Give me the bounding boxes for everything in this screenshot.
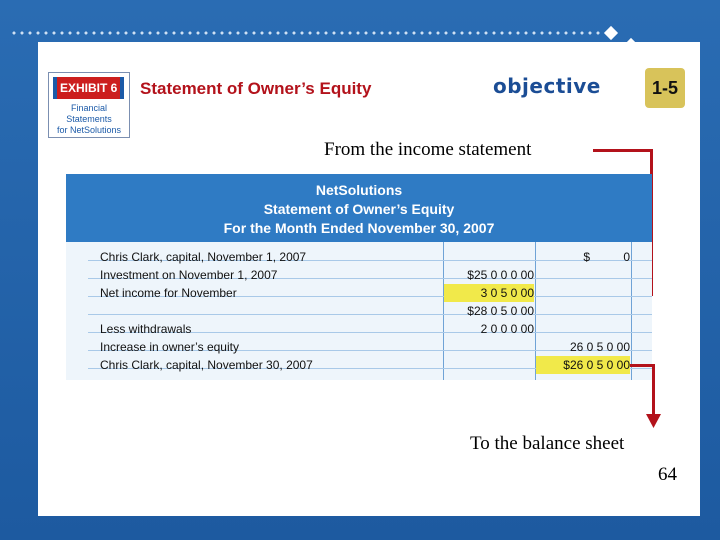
ending-capital-amount: $26 0 5 0 00 [536,356,630,374]
objective-label: objective [493,74,601,98]
arrow-head-down [646,414,661,428]
exhibit-subtitle: Financial Statements [66,103,112,124]
to-balance-sheet-note: To the balance sheet [470,433,625,454]
statement-company: NetSolutions [315,182,403,198]
row-amount: 2 0 0 0 00 [480,322,534,336]
statement-title: Statement of Owner’s Equity [263,201,455,217]
exhibit-tag: EXHIBIT 6 [57,77,120,99]
from-income-statement-note: From the income statement [324,139,532,160]
net-income-amount: 3 0 5 0 00 [444,284,534,302]
arrow-segment [652,364,655,416]
slide-title: Statement of Owner’s Equity [140,79,372,98]
exhibit-subtitle-company: for NetSolutions [56,125,122,135]
row-label: Investment on November 1, 2007 [100,268,278,282]
row-amount: $ 0 [583,250,630,264]
statement-row [66,338,652,356]
statement-period: For the Month Ended November 30, 2007 [223,220,495,236]
statement-row [66,266,652,284]
objective-number: 1-5 [645,68,685,108]
row-label: Less withdrawals [100,322,192,336]
statement-row [66,320,652,338]
statement-row-ending-capital [66,356,652,374]
page-number: 64 [658,464,677,485]
statement-header [66,174,652,242]
row-amount: $25 0 0 0 00 [467,268,534,282]
row-label: Chris Clark, capital, November 30, 2007 [100,358,313,372]
row-amount: 26 0 5 0 00 [569,340,630,354]
statement-row [66,302,652,320]
arrow-segment [593,149,653,152]
statement-row-net-income [66,284,652,302]
owners-equity-statement [66,174,652,380]
row-amount: $28 0 5 0 00 [467,304,534,318]
decorative-dots [10,30,600,36]
row-label: Net income for November [100,286,237,300]
exhibit-badge [48,72,130,138]
statement-row [66,248,652,266]
row-label: Increase in owner’s equity [100,340,239,354]
row-label: Chris Clark, capital, November 1, 2007 [100,250,307,264]
